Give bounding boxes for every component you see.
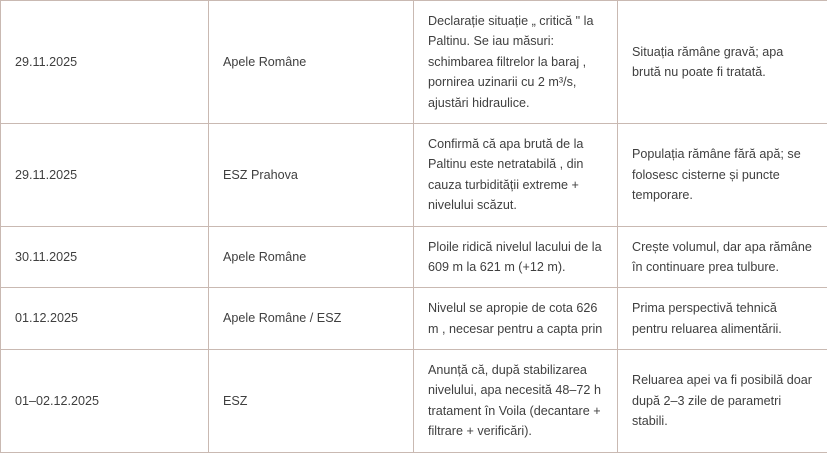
table-row (1, 123, 827, 226)
cell-date: 29.11.2025 (1, 123, 209, 226)
cell-action: Declarație situație „ critică " la Paltinu. Se iau măsuri: schimbarea filtrelor la baraj , pornirea uzinarii cu 2 m³/s, ajustări hidraulice. (414, 1, 618, 124)
cell-action: Ploile ridică nivelul lacului de la 609 m la 621 m (+12 m). (414, 226, 618, 288)
cell-effect: Prima perspectivă tehnică pentru reluarea alimentării. (618, 288, 827, 350)
cell-effect: Crește volumul, dar apa rămâne în continuare prea tulbure. (618, 226, 827, 288)
cell-date: 30.11.2025 (1, 226, 209, 288)
cell-source: ESZ (209, 350, 414, 453)
cell-effect: Populația rămâne fără apă; se folosesc cisterne și puncte temporare. (618, 123, 827, 226)
table-row (1, 226, 827, 288)
table-row (1, 288, 827, 350)
table-row (1, 1, 827, 124)
cell-source: Apele Române (209, 1, 414, 124)
cell-date: 01–02.12.2025 (1, 350, 209, 453)
cell-action: Anunță că, după stabilizarea nivelului, apa necesită 48–72 h tratament în Voila (decantare + filtrare + verificări). (414, 350, 618, 453)
cell-effect: Reluarea apei va fi posibilă doar după 2–3 zile de parametri stabili. (618, 350, 827, 453)
cell-effect: Situația rămâne gravă; apa brută nu poate fi tratată. (618, 1, 827, 124)
events-table-body (1, 1, 827, 453)
cell-source: Apele Române / ESZ (209, 288, 414, 350)
cell-date: 29.11.2025 (1, 1, 209, 124)
cell-source: Apele Române (209, 226, 414, 288)
cell-action: Confirmă că apa brută de la Paltinu este netratabilă , din cauza turbidității extreme + nivelului scăzut. (414, 123, 618, 226)
cell-date: 01.12.2025 (1, 288, 209, 350)
cell-action: Nivelul se apropie de cota 626 m , necesar pentru a capta prin (414, 288, 618, 350)
cell-source: ESZ Prahova (209, 123, 414, 226)
table-row (1, 350, 827, 453)
